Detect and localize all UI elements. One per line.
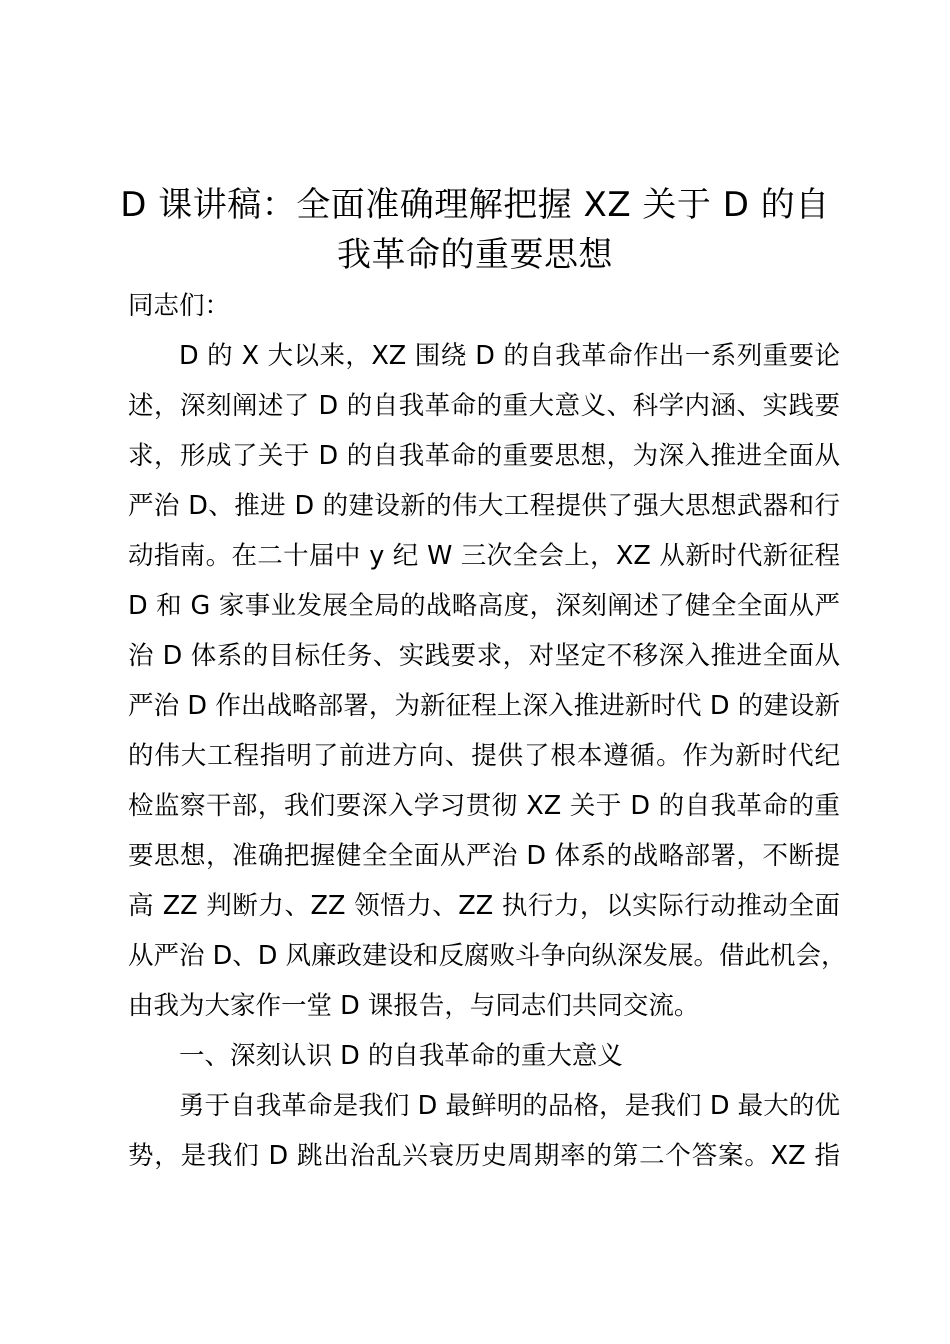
paragraph-line: D 的 X 大以来，XZ 围绕 D 的自我革命作出一系列重要论: [179, 341, 840, 371]
paragraph-line: 治 D 体系的目标任务、实践要求，对坚定不移深入推进全面从: [128, 641, 840, 671]
title-line-2: 我革命的重要思想: [337, 235, 613, 275]
paragraph-line: D 和 G 家事业发展全局的战略高度，深刻阐述了健全全面从严: [128, 591, 840, 621]
salutation: 同志们：: [128, 291, 231, 321]
paragraph-1: [128, 331, 847, 1031]
paragraph-line: 由我为大家作一堂 D 课报告，与同志们共同交流。: [128, 991, 700, 1021]
paragraph-line: 要思想，准确把握健全全面从严治 D 体系的战略部署，不断提: [128, 841, 840, 871]
section-heading-1: 一、深刻认识 D 的自我革命的重大意义: [179, 1041, 623, 1071]
paragraph-line: 检监察干部，我们要深入学习贯彻 XZ 关于 D 的自我革命的重: [128, 791, 840, 821]
paragraph-line: 从严治 D、D 风廉政建设和反腐败斗争向纵深发展。借此机会，: [128, 941, 847, 971]
paragraph-2: [128, 1081, 840, 1181]
paragraph-line: 势，是我们 D 跳出治乱兴衰历史周期率的第二个答案。XZ 指: [128, 1141, 840, 1171]
paragraph-line: 高 ZZ 判断力、ZZ 领悟力、ZZ 执行力，以实际行动推动全面: [128, 891, 840, 921]
paragraph-line: 动指南。在二十届中 y 纪 W 三次全会上，XZ 从新时代新征程: [128, 541, 840, 571]
paragraph-line: 严治 D 作出战略部署，为新征程上深入推进新时代 D 的建设新: [128, 691, 840, 721]
document-body: [128, 281, 847, 1181]
paragraph-line: 的伟大工程指明了前进方向、提供了根本遵循。作为新时代纪: [128, 741, 840, 771]
paragraph-line: 严治 D、推进 D 的建设新的伟大工程提供了强大思想武器和行: [128, 491, 840, 521]
paragraph-line: 求，形成了关于 D 的自我革命的重要思想，为深入推进全面从: [128, 441, 840, 471]
title-line-1: D 课讲稿：全面准确理解把握 XZ 关于 D 的自: [120, 185, 830, 225]
paragraph-line: 勇于自我革命是我们 D 最鲜明的品格，是我们 D 最大的优: [179, 1091, 840, 1121]
document-title: [120, 180, 830, 280]
paragraph-line: 述，深刻阐述了 D 的自我革命的重大意义、科学内涵、实践要: [128, 391, 840, 421]
